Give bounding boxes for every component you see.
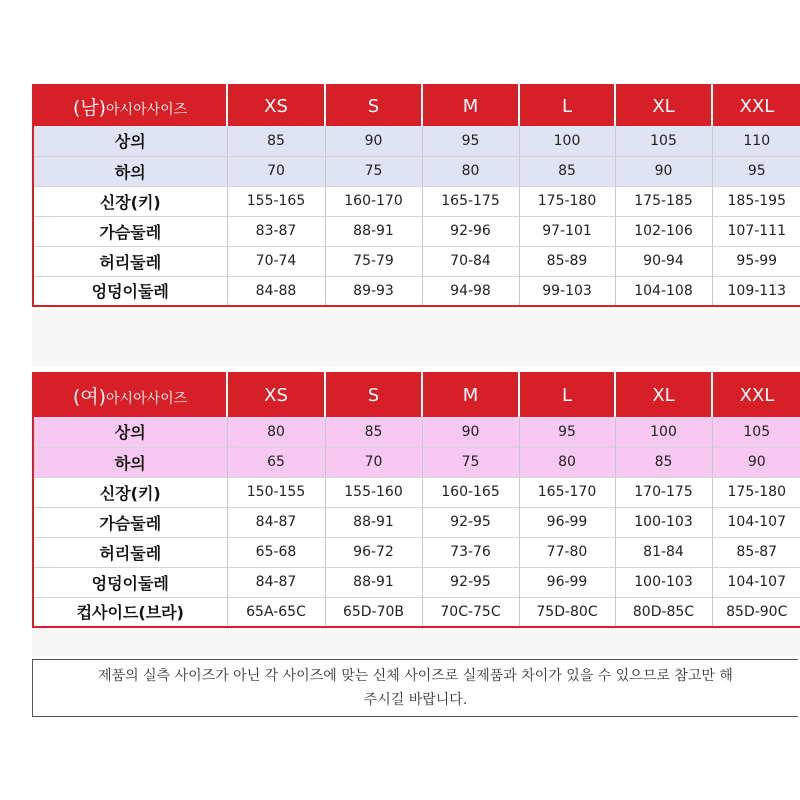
men-size-table xyxy=(32,84,800,307)
cell: 160-165 xyxy=(422,477,519,507)
cell: 96-99 xyxy=(519,507,615,537)
table-row xyxy=(33,126,800,156)
cell: 92-96 xyxy=(422,216,519,246)
cell: 65A-65C xyxy=(227,597,325,627)
table-row xyxy=(33,276,800,306)
cell: 90 xyxy=(615,156,712,186)
cell: 104-108 xyxy=(615,276,712,306)
size-header: L xyxy=(519,85,615,126)
cell: 90 xyxy=(325,126,422,156)
cell: 175-180 xyxy=(519,186,615,216)
cell: 77-80 xyxy=(519,537,615,567)
row-label: 엉덩이둘레 xyxy=(33,567,227,597)
row-label: 신장(키) xyxy=(33,477,227,507)
cell: 75 xyxy=(422,447,519,477)
cell: 85-89 xyxy=(519,246,615,276)
cell: 104-107 xyxy=(712,567,800,597)
cell: 104-107 xyxy=(712,507,800,537)
row-label: 상의 xyxy=(33,126,227,156)
table-row xyxy=(33,597,800,627)
row-label: 허리둘레 xyxy=(33,246,227,276)
size-header: XL xyxy=(615,85,712,126)
cell: 165-170 xyxy=(519,477,615,507)
note-line: 주시길 바랍니다. xyxy=(363,692,468,708)
row-label: 가슴둘레 xyxy=(33,216,227,246)
cell: 88-91 xyxy=(325,567,422,597)
cell: 70C-75C xyxy=(422,597,519,627)
cell: 84-88 xyxy=(227,276,325,306)
size-header: XXL xyxy=(712,85,800,126)
men-header-row xyxy=(33,85,800,126)
cell: 85 xyxy=(519,156,615,186)
cell: 70-74 xyxy=(227,246,325,276)
cell: 100 xyxy=(615,417,712,447)
cell: 85 xyxy=(227,126,325,156)
table-row xyxy=(33,246,800,276)
cell: 90 xyxy=(712,447,800,477)
cell: 84-87 xyxy=(227,507,325,537)
cell: 175-180 xyxy=(712,477,800,507)
cell: 70 xyxy=(325,447,422,477)
cell: 88-91 xyxy=(325,216,422,246)
cell: 110 xyxy=(712,126,800,156)
cell: 80 xyxy=(519,447,615,477)
cell: 105 xyxy=(712,417,800,447)
size-header: XXL xyxy=(712,373,800,417)
size-header: S xyxy=(325,373,422,417)
note-line: 제품의 실측 사이즈가 아닌 각 사이즈에 맞는 신체 사이즈로 실제품과 차이가 있을 수 있으므로 참고만 해 xyxy=(98,668,733,684)
cell: 105 xyxy=(615,126,712,156)
size-header: M xyxy=(422,85,519,126)
cell: 160-170 xyxy=(325,186,422,216)
size-header: XS xyxy=(227,85,325,126)
women-header-row xyxy=(33,373,800,417)
cell: 90 xyxy=(422,417,519,447)
row-label: 가슴둘레 xyxy=(33,507,227,537)
cell: 90-94 xyxy=(615,246,712,276)
table-row xyxy=(33,156,800,186)
cell: 109-113 xyxy=(712,276,800,306)
cell: 65 xyxy=(227,447,325,477)
table-row xyxy=(33,417,800,447)
size-header: M xyxy=(422,373,519,417)
cell: 170-175 xyxy=(615,477,712,507)
table-row xyxy=(33,186,800,216)
cell: 85 xyxy=(325,417,422,447)
table-row xyxy=(33,507,800,537)
cell: 102-106 xyxy=(615,216,712,246)
cell: 96-99 xyxy=(519,567,615,597)
cell: 75D-80C xyxy=(519,597,615,627)
cell: 80D-85C xyxy=(615,597,712,627)
gap-band xyxy=(32,628,800,656)
size-header: S xyxy=(325,85,422,126)
row-label: 엉덩이둘레 xyxy=(33,276,227,306)
table-row xyxy=(33,567,800,597)
row-label: 허리둘레 xyxy=(33,537,227,567)
cell: 85-87 xyxy=(712,537,800,567)
cell: 81-84 xyxy=(615,537,712,567)
table-row xyxy=(33,447,800,477)
cell: 165-175 xyxy=(422,186,519,216)
cell: 150-155 xyxy=(227,477,325,507)
row-label: 신장(키) xyxy=(33,186,227,216)
cell: 155-165 xyxy=(227,186,325,216)
men-table-title: (남)아시아사이즈 xyxy=(33,85,227,126)
cell: 155-160 xyxy=(325,477,422,507)
table-row xyxy=(33,477,800,507)
cell: 95 xyxy=(519,417,615,447)
gap-band xyxy=(32,310,800,366)
cell: 107-111 xyxy=(712,216,800,246)
row-label: 하의 xyxy=(33,447,227,477)
table-row xyxy=(33,216,800,246)
cell: 88-91 xyxy=(325,507,422,537)
cell: 175-185 xyxy=(615,186,712,216)
cell: 84-87 xyxy=(227,567,325,597)
cell: 73-76 xyxy=(422,537,519,567)
cell: 97-101 xyxy=(519,216,615,246)
cell: 80 xyxy=(227,417,325,447)
cell: 100-103 xyxy=(615,507,712,537)
cell: 75-79 xyxy=(325,246,422,276)
cell: 65-68 xyxy=(227,537,325,567)
size-header: XL xyxy=(615,373,712,417)
size-disclaimer-note xyxy=(32,659,798,717)
row-label: 컵사이드(브라) xyxy=(33,597,227,627)
cell: 65D-70B xyxy=(325,597,422,627)
cell: 99-103 xyxy=(519,276,615,306)
cell: 94-98 xyxy=(422,276,519,306)
cell: 70-84 xyxy=(422,246,519,276)
cell: 83-87 xyxy=(227,216,325,246)
row-label: 하의 xyxy=(33,156,227,186)
row-label: 상의 xyxy=(33,417,227,447)
cell: 185-195 xyxy=(712,186,800,216)
cell: 95 xyxy=(422,126,519,156)
cell: 75 xyxy=(325,156,422,186)
cell: 96-72 xyxy=(325,537,422,567)
cell: 92-95 xyxy=(422,567,519,597)
size-header: L xyxy=(519,373,615,417)
cell: 100-103 xyxy=(615,567,712,597)
cell: 100 xyxy=(519,126,615,156)
cell: 70 xyxy=(227,156,325,186)
cell: 95-99 xyxy=(712,246,800,276)
cell: 85 xyxy=(615,447,712,477)
cell: 85D-90C xyxy=(712,597,800,627)
women-table-title: (여)아시아사이즈 xyxy=(33,373,227,417)
cell: 95 xyxy=(712,156,800,186)
cell: 80 xyxy=(422,156,519,186)
size-header: XS xyxy=(227,373,325,417)
women-size-table xyxy=(32,372,800,628)
cell: 92-95 xyxy=(422,507,519,537)
cell: 89-93 xyxy=(325,276,422,306)
table-row xyxy=(33,537,800,567)
